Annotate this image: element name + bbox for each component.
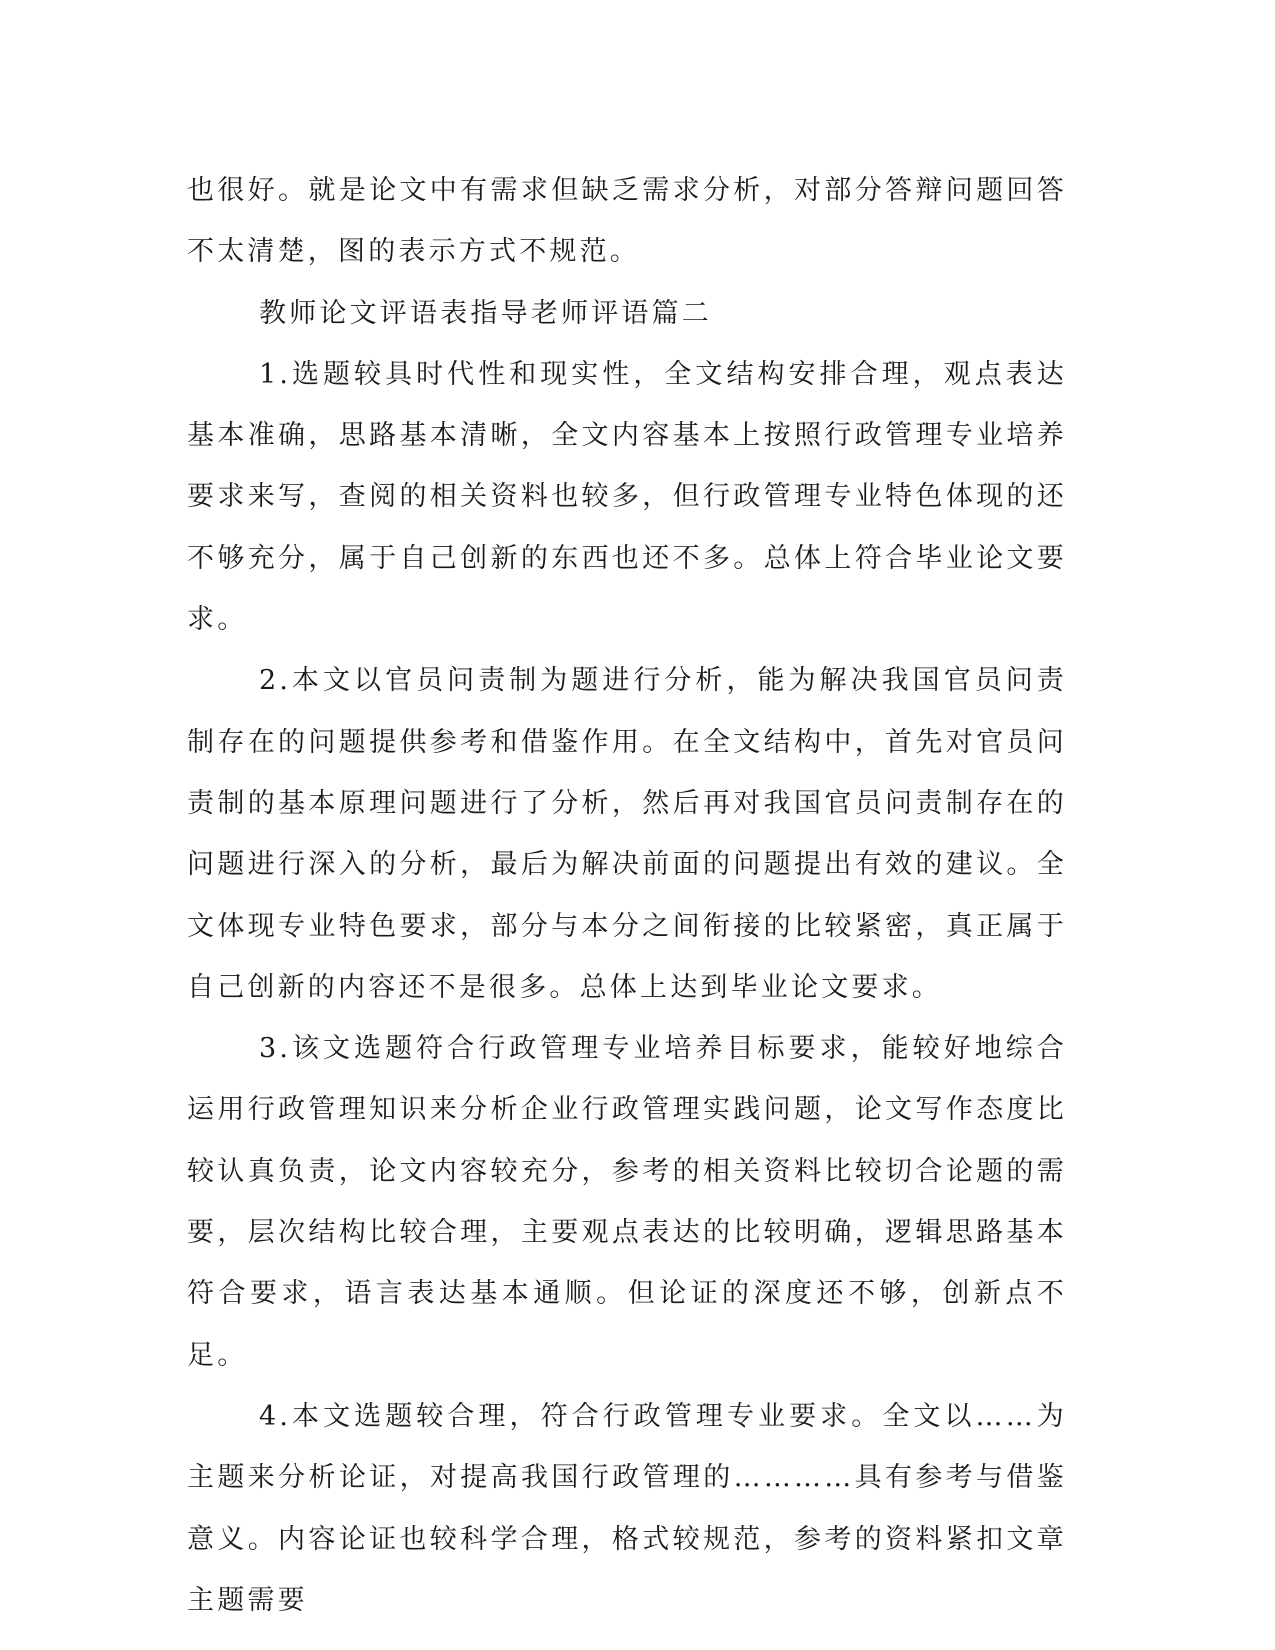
comment-paragraph-2: 2.本文以官员问责制为题进行分析，能为解决我国官员问责制存在的问题提供参考和借鉴作用。在全文结构中，首先对官员问责制的基本原理问题进行了分析，然后再对我国官员问责制存在的问题进行深入的分析，最后为解决前面的问题提出有效的建议。全文体现专业特色要求，部分与本分之间衔接的比较紧密，真正属于自己创新的内容还不是很多。总体上达到毕业论文要求。 bbox=[187, 665, 1067, 1003]
document-body bbox=[187, 160, 1067, 1631]
comment-paragraph-3: 3.该文选题符合行政管理专业培养目标要求，能较好地综合运用行政管理知识来分析企业行政管理实践问题，论文写作态度比较认真负责，论文内容较充分，参考的相关资料比较切合论题的需要，层次结构比较合理，主要观点表达的比较明确，逻辑思路基本符合要求，语言表达基本通顺。但论证的深度还不够，创新点不足。 bbox=[187, 1033, 1067, 1371]
comment-paragraph-1: 1.选题较具时代性和现实性，全文结构安排合理，观点表达基本准确，思路基本清晰，全文内容基本上按照行政管理专业培养要求来写，查阅的相关资料也较多，但行政管理专业特色体现的还不够充分，属于自己创新的东西也还不多。总体上符合毕业论文要求。 bbox=[187, 358, 1067, 636]
comment-paragraph-4: 4.本文选题较合理，符合行政管理专业要求。全文以……为主题来分析论证，对提高我国行政管理的…………具有参考与借鉴意义。内容论证也较科学合理，格式较规范，参考的资料紧扣文章主题需要 bbox=[187, 1400, 1067, 1616]
section-heading: 教师论文评语表指导老师评语篇二 bbox=[259, 297, 712, 329]
paragraph-continuation: 也很好。就是论文中有需求但缺乏需求分析，对部分答辩问题回答不太清楚，图的表示方式不规范。 bbox=[187, 175, 1067, 268]
